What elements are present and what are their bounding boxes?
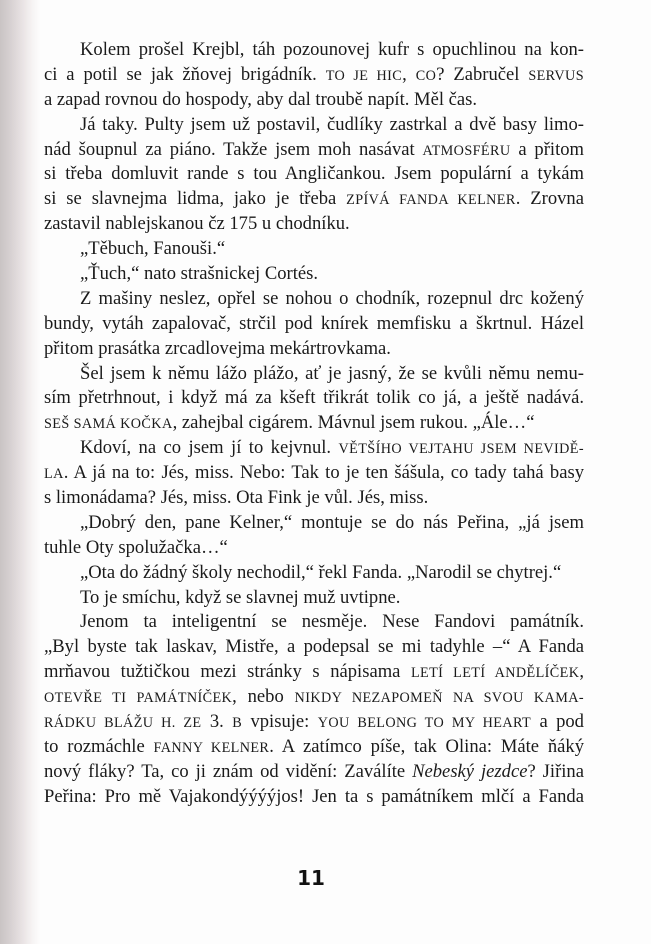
- text-line: [44, 760, 584, 785]
- text-line: [44, 237, 584, 262]
- text-line: [44, 735, 584, 760]
- text-line: [44, 536, 584, 561]
- text-line: [44, 88, 584, 113]
- text-segment: si třeba domluvit rande s tou Angličankou. Jsem populární a tykám: [44, 163, 584, 185]
- small-caps-text: FANNY KELNER: [153, 739, 270, 756]
- small-caps-text: YOU BELONG TO MY HEART: [317, 715, 532, 732]
- text-segment: Peřina: Pro mě Vajakondýýýýjos! Jen ta s památníkem mlčí a Fanda: [44, 785, 584, 807]
- text-segment: a pod: [531, 711, 584, 733]
- text-line: [44, 461, 584, 486]
- small-caps-text: LA: [44, 466, 64, 483]
- small-caps-text: NIKDY NEZAPOMEŇ NA SVOU KAMA-: [294, 690, 584, 707]
- small-caps-text: ATMOSFÉRU: [422, 142, 511, 159]
- text-line: [44, 262, 584, 287]
- text-segment: , nebo: [232, 686, 295, 708]
- text-segment: ? Jiřina: [527, 760, 584, 782]
- text-segment: , zahejbal cigárem. Mávnul jsem rukou. „Ále…“: [172, 412, 535, 434]
- text-segment: bundy, vytáh zapalovač, strčil pod knírek memfisku a škrtnul. Házel: [44, 312, 584, 334]
- text-line: [44, 212, 584, 237]
- text-segment: Šel jsem k němu lážo plážo, ať je jasný, že se kvůli němu nemu-: [80, 362, 584, 384]
- small-caps-text: B: [232, 715, 243, 732]
- text-segment: nový fláky? Ta, co ji znám od vidění: Zaválíte: [44, 760, 413, 782]
- text-segment: mrňavou tužtičkou mezi stránky s nápisama: [44, 661, 411, 683]
- text-segment: ,: [402, 63, 416, 85]
- small-caps-text: SEŠ SAMÁ KOČKA: [44, 416, 173, 433]
- text-line: [44, 362, 584, 387]
- text-segment: „Byl byste tak laskav, Mistře, a podepsal se mi tadyhle –“ A Fanda: [44, 636, 584, 658]
- text-segment: ci a potil se jak žňovej brigádník.: [44, 63, 326, 85]
- small-caps-text: VĚTŠÍHO VEJTAHU JSEM NEVIDĚ-: [338, 441, 584, 458]
- page-number: 11: [297, 866, 325, 890]
- text-segment: „Ota do žádný školy nechodil,“ řekl Fanda. „Narodil se chytrej.“: [80, 561, 562, 583]
- body-text: [44, 38, 584, 810]
- text-segment: Z mašiny neslez, opřel se nohou o chodník, rozepnul drc kožený: [80, 287, 584, 309]
- text-segment: „Dobrý den, pane Kelner,“ montuje se do nás Peřina, „já jsem: [80, 511, 584, 533]
- text-segment: . A já na to: Jés, miss. Nebo: Tak to je ten šášula, co tady tahá basy: [63, 462, 584, 484]
- text-line: [44, 436, 584, 461]
- text-line: [44, 511, 584, 536]
- text-segment: nád šoupnul za piáno. Takže jsem moh nasávat: [44, 138, 423, 160]
- text-line: [44, 38, 584, 63]
- text-segment: sím přetrhnout, i když má za kšeft třikrát tolik co já, a ještě nadává.: [44, 387, 584, 409]
- text-segment: vpisuje:: [242, 711, 318, 733]
- text-line: [44, 660, 584, 685]
- text-line: [44, 386, 584, 411]
- small-caps-text: LETÍ LETÍ ANDĚLÍČEK: [410, 665, 580, 682]
- small-caps-text: ZPÍVÁ FANDA KELNER: [346, 192, 516, 209]
- text-line: [44, 287, 584, 312]
- text-segment: to rozmáchle: [44, 735, 154, 757]
- text-segment: 3.: [201, 711, 233, 733]
- text-segment: „Těbuch, Fanouši.“: [80, 238, 226, 260]
- small-caps-text: SERVUS: [528, 67, 584, 84]
- small-caps-text: OTEVŘE TI PAMÁTNÍČEK: [44, 690, 233, 707]
- text-segment: a zapad rovnou do hospody, aby dal troubě napít. Měl čas.: [44, 88, 478, 110]
- text-segment: tuhle Oty spolužačka…“: [44, 536, 228, 558]
- text-line: [44, 561, 584, 586]
- page-gutter-shadow: [0, 0, 40, 944]
- text-segment: s limonádama? Jés, miss. Ota Fink je vůl. Jés, miss.: [44, 487, 429, 509]
- text-segment: „Ťuch,“ nato strašnickej Cortés.: [80, 263, 319, 285]
- text-line: [44, 312, 584, 337]
- text-line: [44, 187, 584, 212]
- text-segment: Jenom ta inteligentní se nesměje. Nese Fandovi památník.: [80, 611, 584, 633]
- text-line: [44, 685, 584, 710]
- text-line: [44, 411, 584, 436]
- text-line: [44, 586, 584, 611]
- text-line: [44, 610, 584, 635]
- text-segment: přitom prasátka zrcadlovejma mekártrovkama.: [44, 337, 391, 359]
- text-segment: To je smíchu, když se slavnej muž uvtipne.: [80, 586, 401, 608]
- text-line: [44, 113, 584, 138]
- small-caps-text: TO JE HIC: [325, 67, 403, 84]
- small-caps-text: CO: [415, 67, 437, 84]
- small-caps-text: RÁDKU BLÁŽU H. ZE: [44, 715, 202, 732]
- text-line: [44, 138, 584, 163]
- text-segment: ? Zabručel: [436, 63, 529, 85]
- text-segment: a přitom: [510, 138, 584, 160]
- text-line: [44, 785, 584, 810]
- text-line: [44, 63, 584, 88]
- text-segment: si se slavnejma lidma, jako je třeba: [44, 188, 347, 210]
- text-segment: zastavil nablejskanou čz 175 u chodníku.: [44, 213, 350, 235]
- text-segment: Kdoví, na co jsem jí to kejvnul.: [80, 437, 339, 459]
- italic-text: Nebeský jezdce: [412, 760, 528, 782]
- text-segment: ,: [579, 661, 584, 683]
- text-line: [44, 710, 584, 735]
- text-segment: . Zrovna: [515, 188, 584, 210]
- text-line: [44, 162, 584, 187]
- text-segment: Kolem prošel Krejbl, táh pozounovej kufr s opuchlinou na kon-: [80, 39, 584, 60]
- text-line: [44, 337, 584, 362]
- text-segment: Já taky. Pulty jsem už postavil, čudlíky zastrkal a dvě basy limo-: [80, 113, 584, 135]
- text-line: [44, 635, 584, 660]
- text-segment: . A zatímco píše, tak Olina: Máte ňáký: [269, 735, 584, 757]
- text-line: [44, 486, 584, 511]
